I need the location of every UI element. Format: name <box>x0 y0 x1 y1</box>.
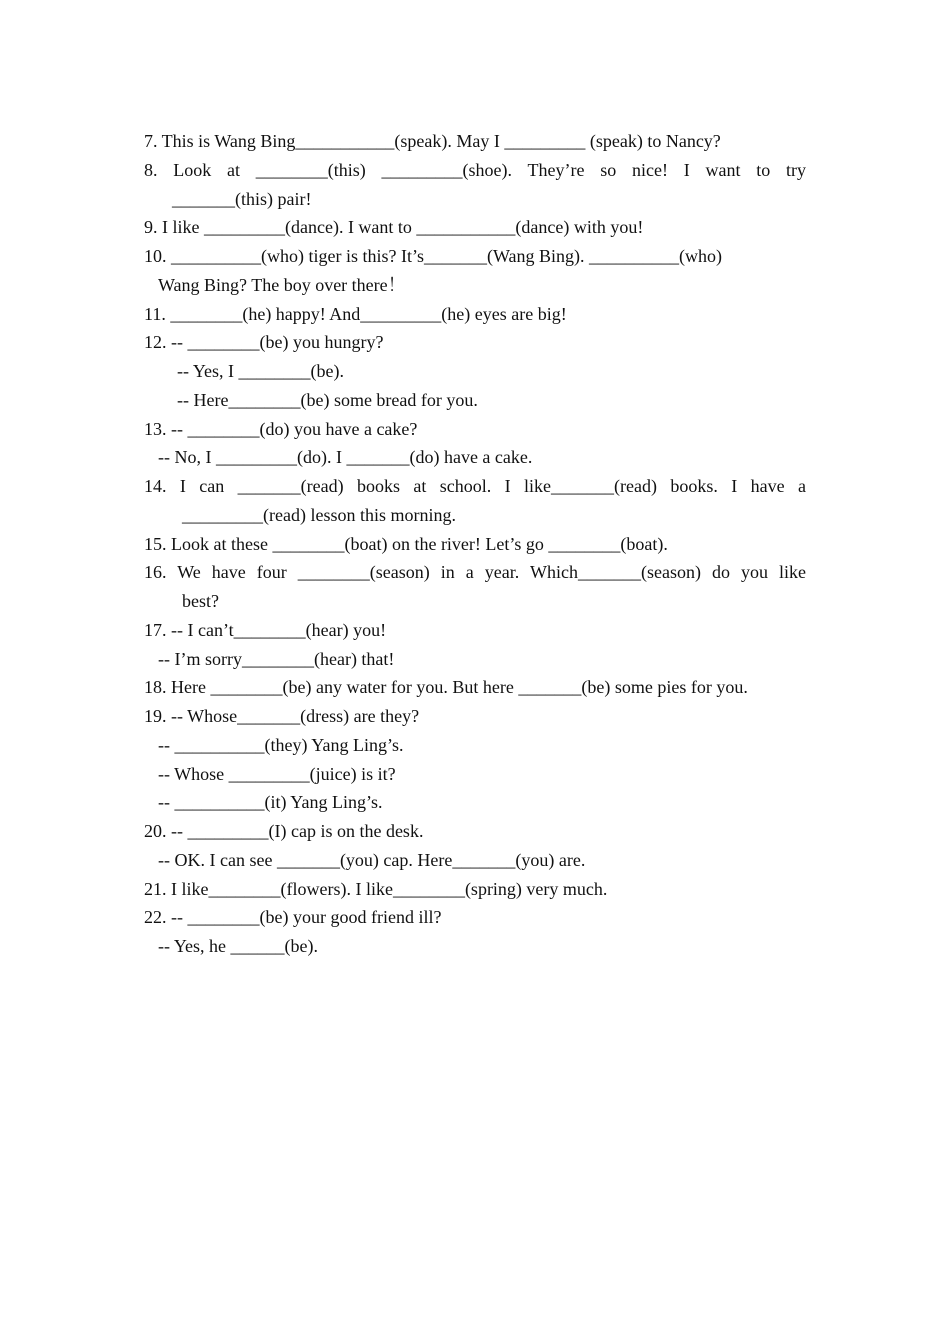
question-22: 22. -- ________(be) your good friend ill? <box>144 907 442 928</box>
question-13-answer: -- No, I _________(do). I _______(do) have a cake. <box>158 447 533 468</box>
question-21: 21. I like________(flowers). I like________(spring) very much. <box>144 878 608 899</box>
question-16: 16. We have four ________(season) in a year. Which_______(season) do you like <box>144 562 806 583</box>
question-22-answer: -- Yes, he ______(be). <box>158 936 318 956</box>
exercise-list <box>144 127 806 961</box>
question-19-answer-2: -- Whose _________(juice) is it? <box>158 763 396 784</box>
question-9: 9. I like _________(dance). I want to ___________(dance) with you! <box>144 217 644 238</box>
question-8-continued: _______(this) pair! <box>172 188 312 209</box>
question-15: 15. Look at these ________(boat) on the river! Let’s go ________(boat). <box>144 533 668 554</box>
question-20-answer: -- OK. I can see _______(you) cap. Here_______(you) are. <box>158 849 586 870</box>
question-19: 19. -- Whose_______(dress) are they? <box>144 706 420 726</box>
question-10: 10. __________(who) tiger is this? It’s_______(Wang Bing). __________(who) <box>144 246 722 266</box>
question-14: 14. I can _______(read) books at school. I like_______(read) books. I have a <box>144 476 806 496</box>
question-14-continued: _________(read) lesson this morning. <box>182 504 456 525</box>
question-12: 12. -- ________(be) you hungry? <box>144 332 384 353</box>
question-12-answer-1: -- Yes, I ________(be). <box>177 361 344 381</box>
question-16-continued: best? <box>182 591 219 611</box>
question-12-answer-2: -- Here________(be) some bread for you. <box>177 389 478 410</box>
question-8: 8. Look at ________(this) _________(shoe). They’re so nice! I want to try <box>144 159 806 180</box>
question-19-answer-3: -- __________(it) Yang Ling’s. <box>158 792 383 813</box>
question-10-continued: Wang Bing? The boy over there！ <box>158 274 406 295</box>
question-18: 18. Here ________(be) any water for you. But here _______(be) some pies for you. <box>144 677 748 698</box>
question-7: 7. This is Wang Bing___________(speak). May I _________ (speak) to Nancy? <box>144 131 721 151</box>
question-11: 11. ________(he) happy! And_________(he) eyes are big! <box>144 303 567 324</box>
question-20: 20. -- _________(I) cap is on the desk. <box>144 821 424 841</box>
question-13: 13. -- ________(do) you have a cake? <box>144 418 418 439</box>
question-17: 17. -- I can’t________(hear) you! <box>144 619 387 640</box>
question-19-answer-1: -- __________(they) Yang Ling’s. <box>158 734 404 755</box>
question-17-answer: -- I’m sorry________(hear) that! <box>158 648 395 669</box>
